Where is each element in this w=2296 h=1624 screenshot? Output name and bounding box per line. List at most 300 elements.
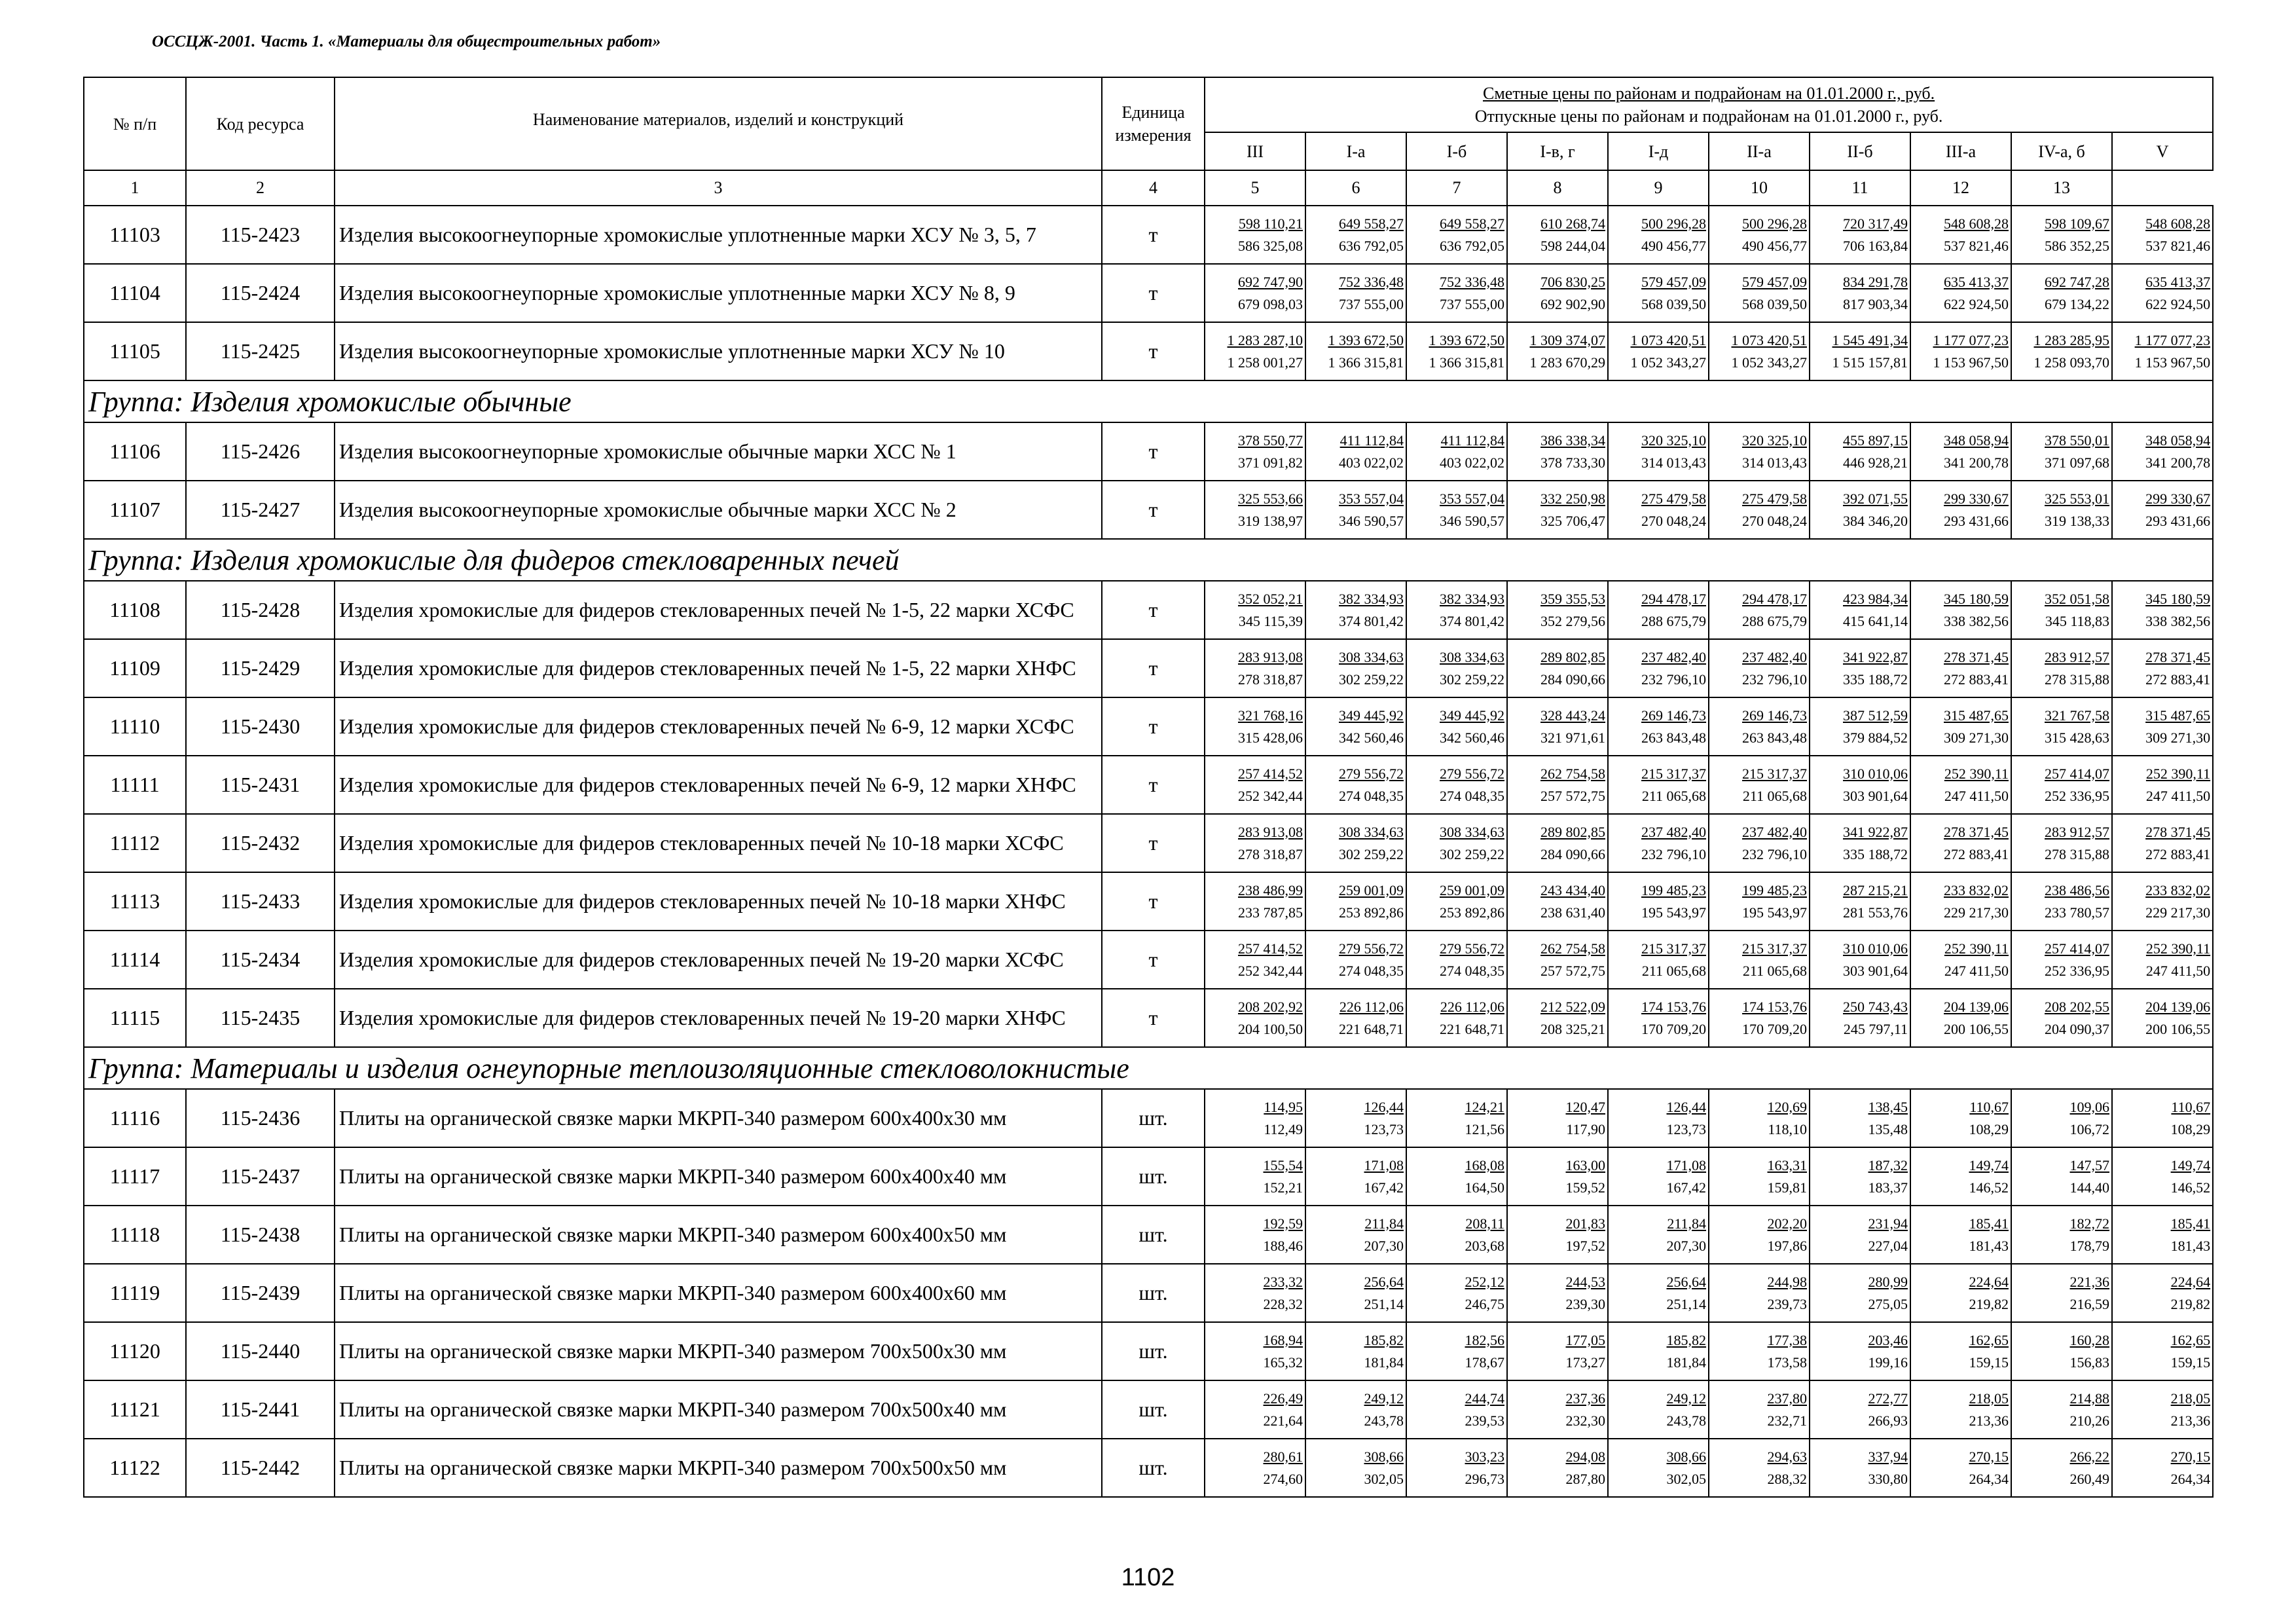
price-cell xyxy=(1608,931,1709,989)
release-price: 330,80 xyxy=(1868,1470,1908,1487)
release-price: 247 411,50 xyxy=(2145,787,2211,804)
price-cell xyxy=(1608,581,1709,639)
resource-code: 115-2429 xyxy=(186,639,335,697)
price-cell xyxy=(1205,481,1305,539)
release-price: 302 259,22 xyxy=(1440,671,1504,688)
estimated-price: 386 338,34 xyxy=(1540,432,1605,449)
release-price: 274 048,35 xyxy=(1440,787,1504,804)
price-cell xyxy=(1305,1264,1406,1322)
release-price: 178,79 xyxy=(2069,1237,2109,1254)
estimated-price: 259 001,09 xyxy=(1339,881,1404,898)
estimated-price: 270,15 xyxy=(2170,1448,2211,1465)
estimated-price: 237,36 xyxy=(1565,1390,1605,1407)
release-price: 108,29 xyxy=(2170,1120,2211,1137)
estimated-price: 199 485,23 xyxy=(1742,881,1807,898)
release-price: 195 543,97 xyxy=(1742,904,1807,921)
release-price: 203,68 xyxy=(1465,1237,1504,1254)
release-price: 207,30 xyxy=(1666,1237,1706,1254)
estimated-price: 283 913,08 xyxy=(1238,823,1303,840)
unit-of-measure: шт. xyxy=(1102,1147,1205,1206)
release-price: 221 648,71 xyxy=(1440,1020,1504,1037)
header-column-index: 3 xyxy=(335,170,1102,206)
estimated-price: 257 414,07 xyxy=(2045,940,2109,957)
row-number: 11108 xyxy=(84,581,186,639)
estimated-price: 692 747,90 xyxy=(1238,273,1303,290)
release-price: 252 342,44 xyxy=(1238,962,1303,979)
release-price: 118,10 xyxy=(1768,1120,1807,1137)
release-price: 315 428,63 xyxy=(2045,729,2109,746)
price-cell xyxy=(2112,1264,2213,1322)
estimated-price: 192,59 xyxy=(1263,1215,1303,1232)
price-cell xyxy=(1205,1380,1305,1439)
price-cell xyxy=(1910,1264,2011,1322)
price-cell xyxy=(2011,1206,2112,1264)
release-price: 152,21 xyxy=(1263,1179,1303,1196)
estimated-price: 752 336,48 xyxy=(1339,273,1404,290)
estimated-price: 455 897,15 xyxy=(1843,432,1908,449)
price-cell xyxy=(1608,206,1709,264)
release-price: 238 631,40 xyxy=(1540,904,1605,921)
estimated-price: 171,08 xyxy=(1364,1156,1404,1173)
price-cell xyxy=(1810,639,1910,697)
release-price: 257 572,75 xyxy=(1540,962,1605,979)
estimated-price: 294 478,17 xyxy=(1742,590,1807,607)
release-price: 278 315,88 xyxy=(2045,671,2109,688)
release-price: 181,43 xyxy=(1969,1237,2009,1254)
release-price: 208 325,21 xyxy=(1540,1020,1605,1037)
estimated-price: 610 268,74 xyxy=(1540,215,1605,232)
price-cell xyxy=(1406,989,1507,1047)
unit-of-measure: шт. xyxy=(1102,1322,1205,1380)
estimated-price: 308 334,63 xyxy=(1339,648,1404,665)
estimated-price: 378 550,77 xyxy=(1238,432,1303,449)
estimated-price: 244,74 xyxy=(1465,1390,1504,1407)
price-cell xyxy=(1608,1089,1709,1147)
price-cell xyxy=(1810,422,1910,481)
table-row xyxy=(84,1322,2213,1380)
estimated-price: 411 112,84 xyxy=(1440,432,1504,449)
estimated-price: 299 330,67 xyxy=(2145,490,2211,507)
price-cell xyxy=(1810,322,1910,380)
table-row xyxy=(84,1380,2213,1439)
estimated-price: 1 177 077,23 xyxy=(2134,331,2211,348)
release-price: 272 883,41 xyxy=(1944,671,2009,688)
resource-code: 115-2435 xyxy=(186,989,335,1047)
unit-of-measure: т xyxy=(1102,814,1205,872)
release-price: 302 259,22 xyxy=(1339,671,1404,688)
estimated-price: 392 071,55 xyxy=(1843,490,1908,507)
price-cell xyxy=(1910,639,2011,697)
release-price: 302,05 xyxy=(1364,1470,1404,1487)
release-price: 270 048,24 xyxy=(1742,512,1807,529)
release-price: 346 590,57 xyxy=(1440,512,1504,529)
estimated-price: 352 052,21 xyxy=(1238,590,1303,607)
price-cell xyxy=(1910,481,2011,539)
estimated-price: 182,72 xyxy=(2069,1215,2109,1232)
resource-code: 115-2431 xyxy=(186,756,335,814)
release-price: 251,14 xyxy=(1364,1295,1404,1312)
estimated-price: 275 479,58 xyxy=(1641,490,1706,507)
release-price: 219,82 xyxy=(1969,1295,2009,1312)
estimated-price: 353 557,04 xyxy=(1339,490,1404,507)
price-cell xyxy=(1507,1264,1608,1322)
price-cell xyxy=(1709,756,1810,814)
release-price: 345 115,39 xyxy=(1238,612,1303,629)
release-price: 243,78 xyxy=(1666,1412,1706,1429)
price-cell xyxy=(1205,1089,1305,1147)
estimated-price: 262 754,58 xyxy=(1540,765,1605,782)
estimated-price: 249,12 xyxy=(1666,1390,1706,1407)
release-price: 1 283 670,29 xyxy=(1529,354,1605,371)
price-cell xyxy=(1205,639,1305,697)
estimated-price: 203,46 xyxy=(1868,1331,1908,1348)
item-name: Изделия хромокислые для фидеров стекловаренных печей № 6-9, 12 марки ХСФС xyxy=(335,697,1102,756)
estimated-price: 147,57 xyxy=(2069,1156,2109,1173)
price-cell xyxy=(1406,814,1507,872)
estimated-price: 208 202,55 xyxy=(2045,998,2109,1015)
price-cell xyxy=(1709,1439,1810,1497)
price-cell xyxy=(2011,989,2112,1047)
release-price: 219,82 xyxy=(2170,1295,2211,1312)
release-price: 309 271,30 xyxy=(2145,729,2211,746)
release-price: 211 065,68 xyxy=(1742,962,1807,979)
release-price: 335 188,72 xyxy=(1843,671,1908,688)
release-price: 679 134,22 xyxy=(2045,295,2109,312)
price-cell xyxy=(1709,1264,1810,1322)
item-name: Плиты на органической связке марки МКРП-340 размером 600х400х40 мм xyxy=(335,1147,1102,1206)
release-price: 379 884,52 xyxy=(1843,729,1908,746)
row-number: 11114 xyxy=(84,931,186,989)
release-price: 188,46 xyxy=(1263,1237,1303,1254)
price-cell xyxy=(2011,756,2112,814)
price-cell xyxy=(1608,872,1709,931)
price-cell xyxy=(1406,697,1507,756)
release-price: 167,42 xyxy=(1364,1179,1404,1196)
row-number: 11119 xyxy=(84,1264,186,1322)
release-price: 346 590,57 xyxy=(1339,512,1404,529)
release-price: 252 336,95 xyxy=(2045,787,2109,804)
price-cell xyxy=(1507,989,1608,1047)
row-number: 11107 xyxy=(84,481,186,539)
estimated-price: 233 832,02 xyxy=(1944,881,2009,898)
price-cell xyxy=(2011,1380,2112,1439)
estimated-price: 635 413,37 xyxy=(1944,273,2009,290)
release-price: 636 792,05 xyxy=(1339,237,1404,254)
release-price: 195 543,97 xyxy=(1641,904,1706,921)
release-price: 213,36 xyxy=(1969,1412,2009,1429)
estimated-price: 294 478,17 xyxy=(1641,590,1706,607)
price-cell xyxy=(1305,322,1406,380)
price-cell xyxy=(1910,1322,2011,1380)
price-cell xyxy=(1810,264,1910,322)
price-cell xyxy=(1406,422,1507,481)
price-cell xyxy=(1406,756,1507,814)
release-price: 278 315,88 xyxy=(2045,845,2109,862)
price-cell xyxy=(1810,1380,1910,1439)
release-price: 232,30 xyxy=(1565,1412,1605,1429)
estimated-price: 278 371,45 xyxy=(1944,823,2009,840)
release-price: 207,30 xyxy=(1364,1237,1404,1254)
release-price: 246,75 xyxy=(1465,1295,1504,1312)
estimated-price: 138,45 xyxy=(1868,1098,1908,1115)
estimated-price: 149,74 xyxy=(2170,1156,2211,1173)
price-cell xyxy=(1608,1322,1709,1380)
item-name: Плиты на органической связке марки МКРП-340 размером 700х500х30 мм xyxy=(335,1322,1102,1380)
price-cell xyxy=(1910,1380,2011,1439)
release-price: 338 382,56 xyxy=(1944,612,2009,629)
price-cell xyxy=(2112,264,2213,322)
price-cell xyxy=(2112,481,2213,539)
unit-of-measure: шт. xyxy=(1102,1264,1205,1322)
price-cell xyxy=(2011,1147,2112,1206)
estimated-price: 649 558,27 xyxy=(1339,215,1404,232)
item-name: Изделия хромокислые для фидеров стекловаренных печей № 19-20 марки ХСФС xyxy=(335,931,1102,989)
estimated-price: 1 073 420,51 xyxy=(1731,331,1807,348)
header-column-index: 10 xyxy=(1709,170,1810,206)
estimated-price: 171,08 xyxy=(1666,1156,1706,1173)
resource-code: 115-2437 xyxy=(186,1147,335,1206)
release-price: 270 048,24 xyxy=(1641,512,1706,529)
estimated-price: 352 051,58 xyxy=(2045,590,2109,607)
item-name: Изделия хромокислые для фидеров стекловаренных печей № 10-18 марки ХНФС xyxy=(335,872,1102,931)
release-price: 342 560,46 xyxy=(1339,729,1404,746)
release-price: 568 039,50 xyxy=(1742,295,1807,312)
release-price: 341 200,78 xyxy=(1944,454,2009,471)
estimated-price: 752 336,48 xyxy=(1440,273,1504,290)
estimated-price: 500 296,28 xyxy=(1742,215,1807,232)
release-price: 173,27 xyxy=(1565,1354,1605,1371)
price-cell xyxy=(1205,931,1305,989)
release-price: 251,14 xyxy=(1666,1295,1706,1312)
price-cell xyxy=(2011,322,2112,380)
release-price: 537 821,46 xyxy=(2145,237,2211,254)
estimated-price: 1 393 672,50 xyxy=(1429,331,1504,348)
release-price: 227,04 xyxy=(1868,1237,1908,1254)
release-price: 213,36 xyxy=(2170,1412,2211,1429)
release-price: 288,32 xyxy=(1767,1470,1807,1487)
release-price: 315 428,06 xyxy=(1238,729,1303,746)
release-price: 117,90 xyxy=(1566,1120,1605,1137)
header-region: I-а xyxy=(1305,132,1406,170)
release-price: 178,67 xyxy=(1465,1354,1504,1371)
price-cell xyxy=(1406,481,1507,539)
estimated-price: 348 058,94 xyxy=(1944,432,2009,449)
estimated-price: 1 177 077,23 xyxy=(1933,331,2009,348)
price-cell xyxy=(1910,814,2011,872)
price-cell xyxy=(1205,872,1305,931)
release-price: 263 843,48 xyxy=(1742,729,1807,746)
release-price: 490 456,77 xyxy=(1641,237,1706,254)
price-cell xyxy=(1205,1147,1305,1206)
price-cell xyxy=(1709,1089,1810,1147)
price-cell xyxy=(1406,264,1507,322)
release-price: 239,73 xyxy=(1767,1295,1807,1312)
row-number: 11105 xyxy=(84,322,186,380)
row-number: 11109 xyxy=(84,639,186,697)
estimated-price: 325 553,66 xyxy=(1238,490,1303,507)
header-num: № п/п xyxy=(84,77,186,170)
item-name: Изделия высокоогнеупорные хромокислые уплотненные марки ХСУ № 10 xyxy=(335,322,1102,380)
price-cell xyxy=(1205,756,1305,814)
estimated-price: 257 414,52 xyxy=(1238,940,1303,957)
estimated-price: 283 912,57 xyxy=(2045,648,2109,665)
header-index-row xyxy=(84,170,2213,206)
price-cell xyxy=(1608,264,1709,322)
resource-code: 115-2441 xyxy=(186,1380,335,1439)
price-cell xyxy=(1709,1147,1810,1206)
price-cell xyxy=(1810,1206,1910,1264)
release-price: 272 883,41 xyxy=(2145,671,2211,688)
release-price: 1 153 967,50 xyxy=(1933,354,2009,371)
resource-code: 115-2438 xyxy=(186,1206,335,1264)
price-cell xyxy=(2112,639,2213,697)
estimated-price: 423 984,34 xyxy=(1843,590,1908,607)
header-region: V xyxy=(2112,132,2213,170)
estimated-price: 211,84 xyxy=(1667,1215,1706,1232)
header-column-index: 5 xyxy=(1205,170,1305,206)
estimated-price: 208,11 xyxy=(1465,1215,1504,1232)
release-price: 303 901,64 xyxy=(1843,962,1908,979)
price-cell xyxy=(1507,322,1608,380)
estimated-price: 237,80 xyxy=(1767,1390,1807,1407)
group-row xyxy=(84,1047,2213,1089)
price-cell xyxy=(1305,697,1406,756)
price-cell xyxy=(1305,581,1406,639)
release-price: 338 382,56 xyxy=(2145,612,2211,629)
release-price: 239,30 xyxy=(1565,1295,1605,1312)
estimated-price: 341 922,87 xyxy=(1843,648,1908,665)
price-cell xyxy=(2011,1439,2112,1497)
estimated-price: 262 754,58 xyxy=(1540,940,1605,957)
table-row xyxy=(84,1206,2213,1264)
estimated-price: 706 830,25 xyxy=(1540,273,1605,290)
table-body xyxy=(84,77,2213,1497)
estimated-price: 187,32 xyxy=(1868,1156,1908,1173)
price-cell xyxy=(1305,1089,1406,1147)
price-cell xyxy=(2112,872,2213,931)
price-cell xyxy=(1608,1439,1709,1497)
price-cell xyxy=(1810,872,1910,931)
price-cell xyxy=(1910,931,2011,989)
estimated-price: 110,67 xyxy=(1969,1098,2009,1115)
estimated-price: 278 371,45 xyxy=(2145,823,2211,840)
release-price: 371 091,82 xyxy=(1238,454,1303,471)
price-cell xyxy=(1910,581,2011,639)
release-price: 106,72 xyxy=(2069,1120,2109,1137)
resource-code: 115-2434 xyxy=(186,931,335,989)
estimated-price: 692 747,28 xyxy=(2045,273,2109,290)
estimated-price: 310 010,06 xyxy=(1843,765,1908,782)
estimated-price: 215 317,37 xyxy=(1641,765,1706,782)
estimated-price: 226 112,06 xyxy=(1440,998,1504,1015)
estimated-price: 155,54 xyxy=(1263,1156,1303,1173)
release-price: 204 100,50 xyxy=(1238,1020,1303,1037)
price-cell xyxy=(2011,206,2112,264)
resource-code: 115-2425 xyxy=(186,322,335,380)
estimated-price: 208 202,92 xyxy=(1238,998,1303,1015)
release-price: 247 411,50 xyxy=(2145,962,2211,979)
release-price: 232 796,10 xyxy=(1641,671,1706,688)
estimated-price: 126,44 xyxy=(1364,1098,1404,1115)
release-price: 278 318,87 xyxy=(1238,845,1303,862)
release-price: 403 022,02 xyxy=(1339,454,1404,471)
unit-of-measure: шт. xyxy=(1102,1206,1205,1264)
resource-code: 115-2430 xyxy=(186,697,335,756)
estimated-price: 221,36 xyxy=(2069,1273,2109,1290)
estimated-price: 244,53 xyxy=(1565,1273,1605,1290)
estimated-price: 237 482,40 xyxy=(1641,823,1706,840)
estimated-price: 256,64 xyxy=(1666,1273,1706,1290)
release-price: 288 675,79 xyxy=(1641,612,1706,629)
estimated-price: 387 512,59 xyxy=(1843,707,1908,724)
price-cell xyxy=(1507,1439,1608,1497)
price-cell xyxy=(1305,989,1406,1047)
estimated-price: 308,66 xyxy=(1666,1448,1706,1465)
price-cell xyxy=(1709,989,1810,1047)
price-cell xyxy=(1910,322,2011,380)
table-row xyxy=(84,1089,2213,1147)
group-title: Группа: Материалы и изделия огнеупорные теплоизоляционные стекловолокнистые xyxy=(84,1047,2213,1089)
price-cell xyxy=(1305,639,1406,697)
row-number: 11110 xyxy=(84,697,186,756)
price-cell xyxy=(1406,1147,1507,1206)
estimated-price: 1 283 285,95 xyxy=(2033,331,2109,348)
table-row xyxy=(84,422,2213,481)
price-cell xyxy=(1709,1380,1810,1439)
table-row xyxy=(84,872,2213,931)
item-name: Изделия хромокислые для фидеров стекловаренных печей № 6-9, 12 марки ХНФС xyxy=(335,756,1102,814)
header-row-1 xyxy=(84,77,2213,132)
price-cell xyxy=(1507,1206,1608,1264)
release-price: 221,64 xyxy=(1263,1412,1303,1429)
estimated-price: 231,94 xyxy=(1868,1215,1908,1232)
price-cell xyxy=(1507,697,1608,756)
estimated-price: 120,69 xyxy=(1767,1098,1807,1115)
release-price: 181,84 xyxy=(1666,1354,1706,1371)
estimated-price: 185,41 xyxy=(2170,1215,2211,1232)
release-price: 303 901,64 xyxy=(1843,787,1908,804)
price-cell xyxy=(1406,322,1507,380)
table-row xyxy=(84,1439,2213,1497)
estimated-price: 214,88 xyxy=(2069,1390,2109,1407)
unit-of-measure: т xyxy=(1102,697,1205,756)
estimated-price: 348 058,94 xyxy=(2145,432,2211,449)
estimated-price: 279 556,72 xyxy=(1440,765,1504,782)
release-price: 319 138,97 xyxy=(1238,512,1303,529)
release-price: 272 883,41 xyxy=(1944,845,2009,862)
estimated-price: 1 073 420,51 xyxy=(1630,331,1706,348)
estimated-price: 215 317,37 xyxy=(1742,765,1807,782)
estimated-price: 378 550,01 xyxy=(2045,432,2109,449)
price-cell xyxy=(2112,1439,2213,1497)
price-cell xyxy=(1205,1322,1305,1380)
estimated-price: 321 768,16 xyxy=(1238,707,1303,724)
price-cell xyxy=(1608,639,1709,697)
row-number: 11122 xyxy=(84,1439,186,1497)
price-cell xyxy=(1205,206,1305,264)
price-cell xyxy=(1910,872,2011,931)
release-price: 384 346,20 xyxy=(1843,512,1908,529)
price-cell xyxy=(1406,872,1507,931)
estimated-price: 163,00 xyxy=(1565,1156,1605,1173)
release-price: 288 675,79 xyxy=(1742,612,1807,629)
price-cell xyxy=(1810,481,1910,539)
row-number: 11103 xyxy=(84,206,186,264)
release-price: 253 892,86 xyxy=(1440,904,1504,921)
price-cell xyxy=(1205,989,1305,1047)
release-price: 199,16 xyxy=(1868,1354,1908,1371)
release-price: 274 048,35 xyxy=(1339,962,1404,979)
